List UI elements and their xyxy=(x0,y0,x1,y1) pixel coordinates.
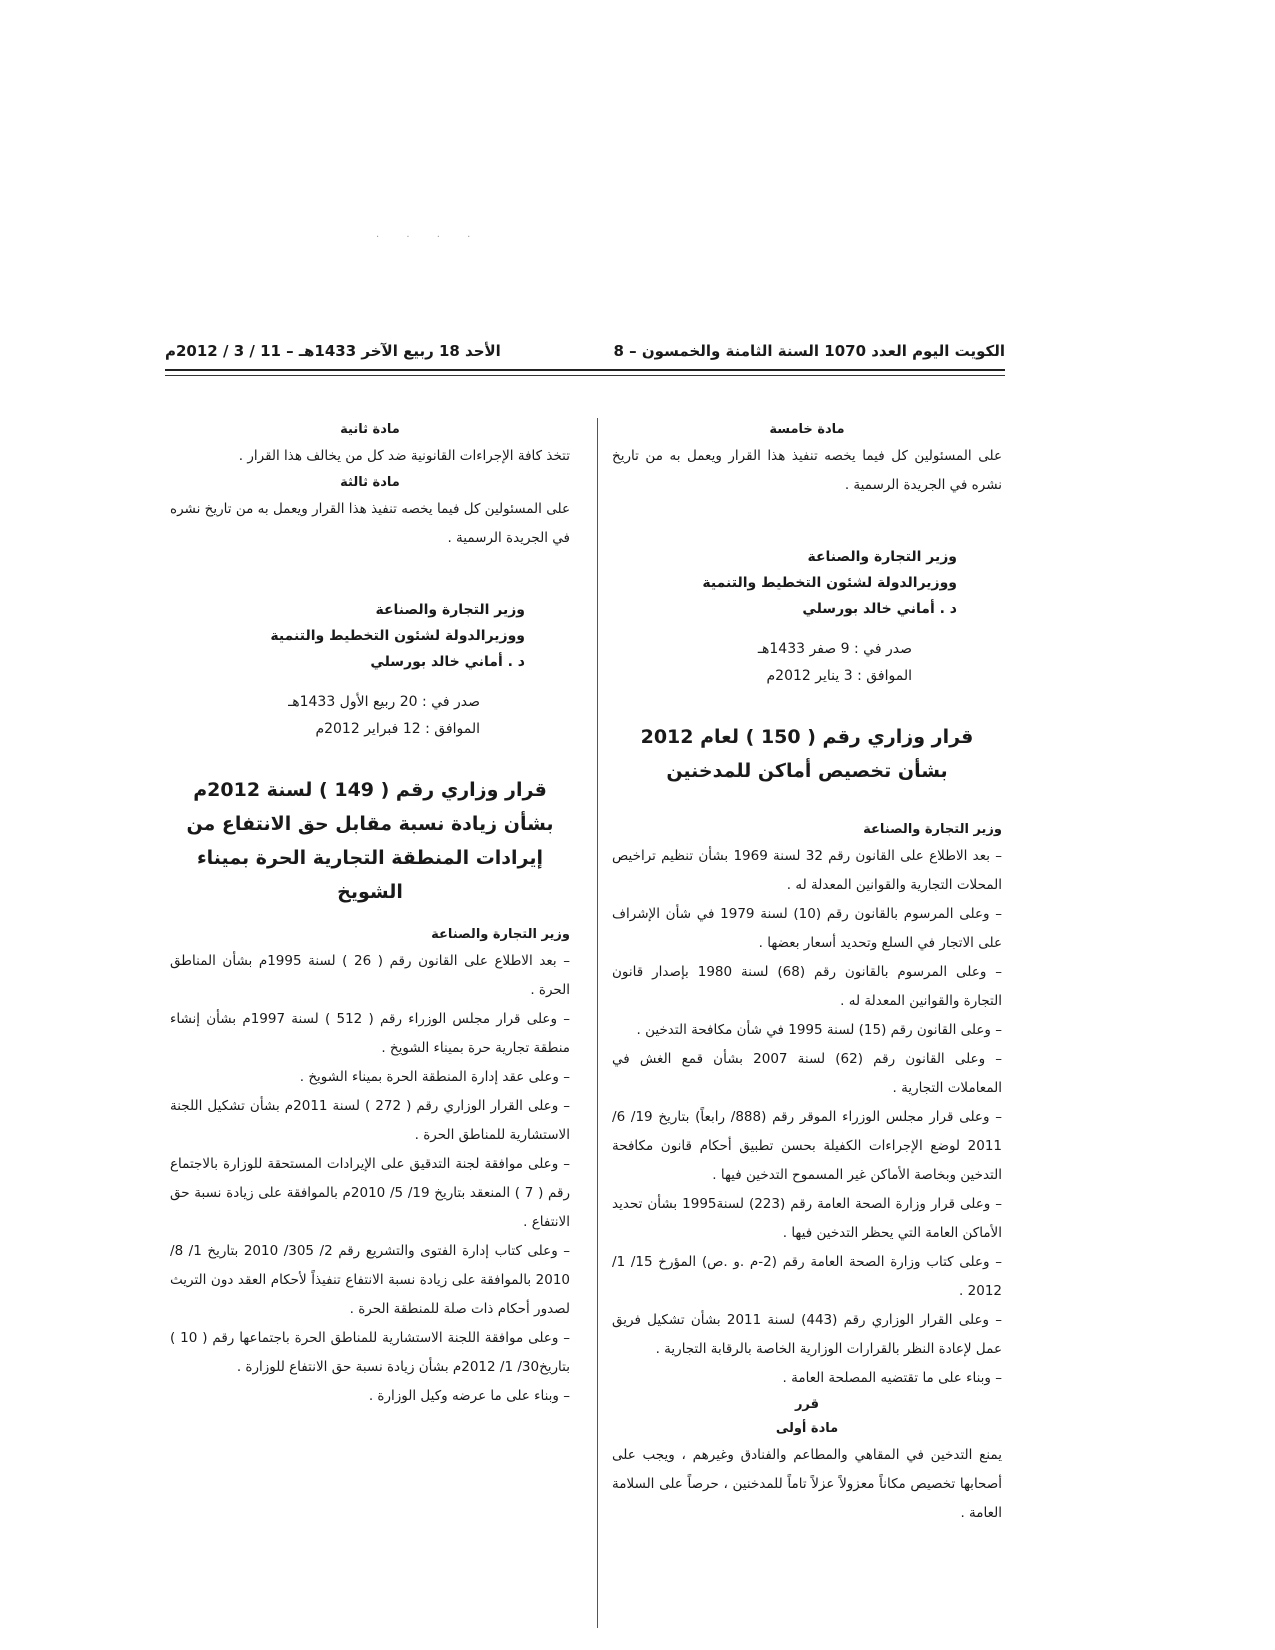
left-column xyxy=(170,418,570,1411)
page-header xyxy=(165,338,1005,378)
header-publication: الكويت اليوم العدد 1070 السنة الثامنة والخمسون – 8 xyxy=(613,342,1005,360)
recital-item: – وعلى كتاب إدارة الفتوى والتشريع رقم 2/ 305/ 2010 بتاريخ 1/ 8/ 2010 بالموافقة على زيادة نسبة الانتفاع تنفيذاً لأحكام العقد دون التريث لصدور أحكام ذات صلة للمنطقة الحرة . xyxy=(170,1243,570,1317)
signature-title: وزير التجارة والصناعة xyxy=(375,602,525,618)
recital-item: – وعلى القانون رقم (15) لسنة 1995 في شأن مكافحة التدخين . xyxy=(636,1022,1002,1038)
minister-line: وزير التجارة والصناعة xyxy=(431,927,570,942)
recital-item: – وعلى قرار وزارة الصحة العامة رقم (223) لسنة1995 بشأن تحديد الأماكن العامة التي يحظر التدخين فيها . xyxy=(612,1196,1003,1241)
issued-date-gregorian: الموافق : 3 يناير 2012م xyxy=(766,668,912,684)
article3-text: على المسئولين كل فيما يخصه تنفيذ هذا القرار ويعمل به من تاريخ نشره في الجريدة الرسمية . xyxy=(170,501,570,546)
issued-date-gregorian: الموافق : 12 فبراير 2012م xyxy=(315,721,480,737)
recital-item: – وبناء على ما عرضه وكيل الوزارة . xyxy=(368,1388,570,1404)
article1-text: يمنع التدخين في المقاهي والمطاعم والفنادق وغيرهم ، ويجب على أصحابها تخصيص مكاناً معزولاً عزلاً تاماً للمدخنين ، حرصاً على السلامة العامة . xyxy=(612,1447,1002,1521)
recital-item: – وعلى قرار مجلس الوزراء الموقر رقم (888/ رابعاً) بتاريخ 19/ 6/ 2011 لوضع الإجراءات الكفيلة بحسن تطبيق أحكام قانون مكافحة التدخين وبخاصة الأماكن غير المسموح التدخين فيها . xyxy=(612,1109,1002,1183)
signature-title-2: ووزيرالدولة لشئون التخطيط والتنمية xyxy=(702,575,957,591)
recital-item: – وعلى عقد إدارة المنطقة الحرة بميناء الشويخ . xyxy=(299,1069,570,1085)
recital-item: – بعد الاطلاع على القانون رقم ( 26 ) لسنة 1995م بشأن المناطق الحرة . xyxy=(170,953,570,998)
recital-item: – بعد الاطلاع على القانون رقم 32 لسنة 1969 بشأن تنظيم تراخيص المحلات التجارية والقوانين المعدلة له . xyxy=(612,848,1002,893)
recital-item: – وعلى القرار الوزاري رقم ( 272 ) لسنة 2011م بشأن تشكيل اللجنة الاستشارية للمناطق الحرة . xyxy=(170,1098,571,1143)
article2-heading: مادة ثانية xyxy=(340,422,400,437)
right-column xyxy=(612,418,1002,1528)
recital-item: – وعلى قرار مجلس الوزراء رقم ( 512 ) لسنة 1997م بشأن إنشاء منطقة تجارية حرة بميناء الشويخ . xyxy=(170,1011,570,1056)
decree-149-subject-2: إيرادات المنطقة التجارية الحرة بميناء الشويخ xyxy=(196,847,544,903)
issued-date: صدر في : 20 ربيع الأول 1433هـ xyxy=(288,694,480,710)
decree-150-subject: بشأن تخصيص أماكن للمدخنين xyxy=(666,760,948,782)
recital-item: – وعلى موافقة اللجنة الاستشارية للمناطق الحرة باجتماعها رقم ( 10 ) بتاريخ30/ 1/ 2012م بشأن زيادة نسبة حق الانتفاع للوزارة . xyxy=(170,1330,570,1375)
signature-name: د . أماني خالد بورسلي xyxy=(802,601,957,617)
recital-item: – وعلى القرار الوزاري رقم (443) لسنة 2011 بشأن تشكيل فريق عمل لإعادة النظر بالقرارات الوزارية الخاصة بالرقابة التجارية . xyxy=(612,1312,1002,1357)
issued-date: صدر في : 9 صفر 1433هـ xyxy=(757,641,912,657)
column-divider xyxy=(597,418,598,1628)
scan-artifact: · · · · xyxy=(376,232,483,243)
recital-item: – وبناء على ما تقتضيه المصلحة العامة . xyxy=(782,1370,1002,1386)
recital-item: – وعلى كتاب وزارة الصحة العامة رقم (2-م .و .ص) المؤرخ 15/ 1/ 2012 . xyxy=(612,1254,1003,1299)
article1-heading: مادة أولى xyxy=(775,1421,839,1436)
signature-name: د . أماني خالد بورسلي xyxy=(370,654,525,670)
article5-heading: مادة خامسة xyxy=(769,422,845,437)
recital-item: – وعلى المرسوم بالقانون رقم (68) لسنة 1980 بإصدار قانون التجارة والقوانين المعدلة له . xyxy=(612,964,1002,1009)
header-rule xyxy=(165,369,1005,371)
recital-item: – وعلى القانون رقم (62) لسنة 2007 بشأن قمع الغش في المعاملات التجارية . xyxy=(612,1051,1003,1096)
header-rule-thin xyxy=(165,375,1005,376)
article3-heading: مادة ثالثة xyxy=(340,475,400,490)
signature-title-2: ووزيرالدولة لشئون التخطيط والتنمية xyxy=(270,628,525,644)
recital-item: – وعلى المرسوم بالقانون رقم (10) لسنة 1979 في شأن الإشراف على الاتجار في السلع وتحديد أسعار بعضها . xyxy=(612,906,1002,951)
decree-150-title: قرار وزاري رقم ( 150 ) لعام 2012 xyxy=(640,726,974,748)
decree-149-title: قرار وزاري رقم ( 149 ) لسنة 2012م xyxy=(193,779,547,801)
header-date: الأحد 18 ربيع الآخر 1433هـ – 11 / 3 / 2012م xyxy=(165,342,501,360)
decree-149-subject: بشأن زيادة نسبة مقابل حق الانتفاع من xyxy=(186,813,554,835)
article5-text: على المسئولين كل فيما يخصه تنفيذ هذا القرار ويعمل به من تاريخ نشره في الجريدة الرسمية . xyxy=(612,448,1002,493)
signature-title: وزير التجارة والصناعة xyxy=(807,549,957,565)
minister-line: وزير التجارة والصناعة xyxy=(863,822,1002,837)
article2-text: تتخذ كافة الإجراءات القانونية ضد كل من يخالف هذا القرار . xyxy=(238,448,570,464)
recital-item: – وعلى موافقة لجنة التدقيق على الإيرادات المستحقة للوزارة بالاجتماع رقم ( 7 ) المنعقد بتاريخ 19/ 5/ 2010م بالموافقة على زيادة نسبة حق الانتفاع . xyxy=(170,1156,570,1230)
decided-heading: قرر xyxy=(794,1397,820,1412)
